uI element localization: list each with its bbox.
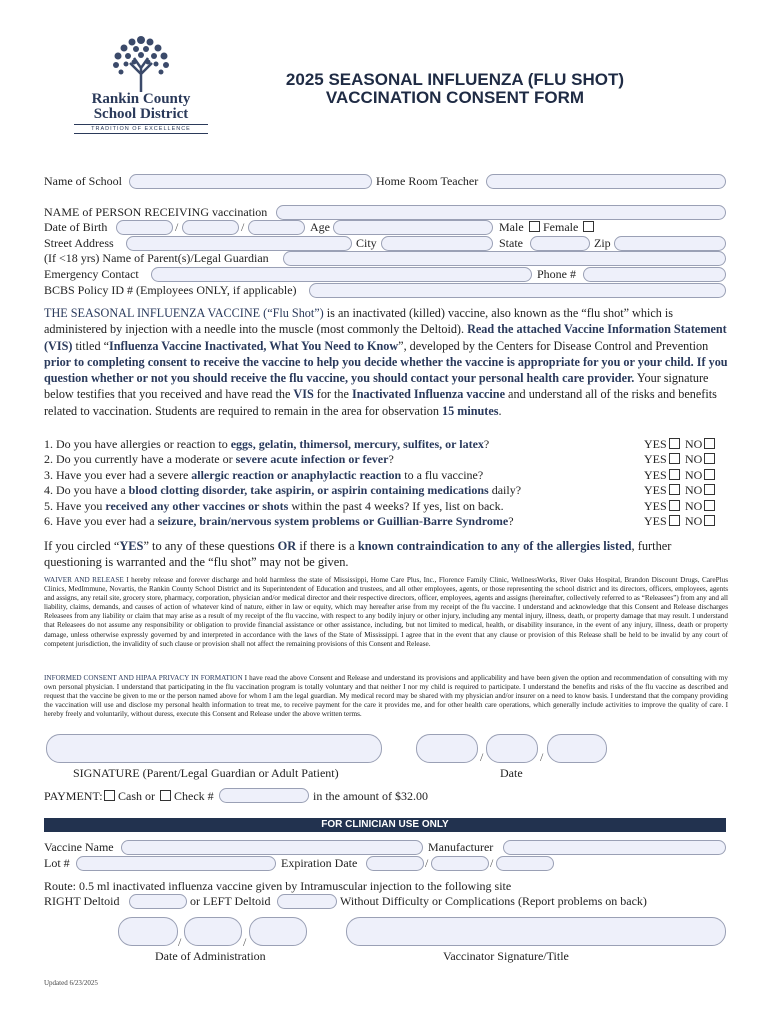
slash-sep: / bbox=[241, 220, 245, 234]
school-name-field[interactable] bbox=[129, 174, 372, 189]
no-checkbox[interactable] bbox=[704, 469, 715, 480]
yes-label: YES bbox=[644, 437, 667, 451]
no-option[interactable] bbox=[685, 468, 715, 483]
manufacturer-field[interactable] bbox=[503, 840, 726, 855]
question-end: ? bbox=[483, 437, 490, 451]
no-checkbox[interactable] bbox=[704, 438, 715, 449]
payment-check-option[interactable] bbox=[160, 789, 214, 804]
slash-sep: / bbox=[425, 856, 429, 870]
logo-name-line1: Rankin County bbox=[91, 91, 191, 107]
question-row bbox=[44, 437, 729, 452]
screening-questions bbox=[44, 437, 729, 529]
vaccine-name-field[interactable] bbox=[121, 840, 423, 855]
female-label: Female bbox=[543, 220, 579, 234]
expiration-year-field[interactable] bbox=[496, 856, 554, 871]
intro-15-minutes: 15 minutes bbox=[441, 403, 499, 418]
city-label: City bbox=[356, 236, 377, 250]
slash-sep: / bbox=[178, 935, 182, 949]
intro-paragraph bbox=[44, 305, 729, 419]
parent-name-field[interactable] bbox=[283, 251, 726, 266]
clinician-section-bar: FOR CLINICIAN USE ONLY bbox=[44, 818, 726, 832]
slash-sep: / bbox=[540, 750, 544, 764]
form-title bbox=[240, 71, 670, 107]
school-name-label: Name of School bbox=[44, 174, 122, 188]
lot-field[interactable] bbox=[76, 856, 276, 871]
question-row bbox=[44, 499, 729, 514]
intro-read-vis: Read the attached Vaccine Information Statement (VIS) bbox=[44, 322, 727, 353]
note-text: if there is a bbox=[296, 539, 358, 553]
check-checkbox[interactable] bbox=[160, 790, 171, 801]
sign-date-month-field[interactable] bbox=[416, 734, 478, 763]
waiver-text: I hereby release and forever discharge and hold harmless the state of Mississippi, Home Care Plus, Inc., Florence Family Clinic, WellnessWorks, River Oaks Hospital, Brandon Discount Drugs, CarePlus Clinics, MedImmune, Novartis, the Rankin County School District and its Superintendent of Education and trustees, and all other employees, agents, or those representing the school district and its directors, officers, employees, agents and assigns, any retail site, grocery store, pharmacy, corporation, physician and/or medical director and their respective directors, officer, employees, agents and assigns (hereinafter, collectively referred to as “Releasees”) from any and all liability, claims, demands, and causes of action of whatever kind of nature, either in law or equity, which may hereafter arise from my receipt of the flu vaccine. I understand and acknowledge that this Consent and Release discharges Releasees from any liability or claim that may arise as a result of my receipt of the flu vaccine, with respect to any bodily injury or other injury, including any mental injury, illness, death, or property damage that may result. I understand that Releasees do not assume any responsibility or obligation to provide financial assistance or other assistance, including, but not limited to medical, health, or disability insurance, in the event of any injury, illness, death or property damage, unless otherwise expressly governed by and interpreted in accordance with the laws of the State of Mississippi. I agree that in the event that any clause or provision of this Release shall be held to be invalid by any court of competent jurisdiction, the invalidity of such clause or provision shall not affect the remaining provisions of this Consent and Release. bbox=[44, 576, 728, 648]
question-text: 6. Have you ever had a bbox=[44, 513, 158, 528]
logo-name-line2: School District bbox=[93, 106, 189, 122]
intro-text-3: ”, developed by the Centers for Disease Control and Prevention bbox=[398, 338, 709, 353]
question-bold: allergic reaction or anaphylactic reaction bbox=[191, 467, 402, 482]
manufacturer-label: Manufacturer bbox=[428, 840, 494, 854]
intro-text-2: titled “ bbox=[72, 338, 110, 353]
yes-checkbox[interactable] bbox=[669, 438, 680, 449]
logo-tagline: TRADITION OF EXCELLENCE bbox=[74, 124, 208, 134]
bcbs-policy-label: BCBS Policy ID # (Employees ONLY, if applicable) bbox=[44, 283, 297, 297]
form-title-line1: 2025 SEASONAL INFLUENZA (FLU SHOT) bbox=[285, 70, 625, 89]
question-text: 2. Do you currently have a moderate or bbox=[44, 452, 236, 467]
question-row bbox=[44, 514, 729, 529]
note-or: OR bbox=[277, 539, 297, 553]
question-row bbox=[44, 468, 729, 483]
state-field[interactable] bbox=[530, 236, 590, 251]
yes-checkbox[interactable] bbox=[669, 469, 680, 480]
zip-field[interactable] bbox=[614, 236, 726, 251]
note-yes: YES bbox=[119, 539, 144, 553]
intro-text-1: is an inactivated (killed) vaccine, also known as the “flu shot” which is administered by injection with a needle into the muscle (most commonly the Deltoid). bbox=[44, 306, 674, 337]
note-text: If you circled “ bbox=[44, 539, 120, 553]
no-label: NO bbox=[685, 483, 703, 498]
dob-label: Date of Birth bbox=[44, 220, 108, 234]
admin-date-month-field[interactable] bbox=[118, 917, 178, 946]
yes-checkbox[interactable] bbox=[669, 484, 680, 495]
state-label: State bbox=[499, 236, 523, 250]
check-number-field[interactable] bbox=[219, 788, 309, 803]
vaccine-name-label: Vaccine Name bbox=[44, 840, 114, 854]
emergency-contact-label: Emergency Contact bbox=[44, 267, 139, 281]
right-deltoid-field[interactable] bbox=[129, 894, 187, 909]
parent-name-label: (If <18 yrs) Name of Parent(s)/Legal Guardian bbox=[44, 251, 269, 265]
route-text: Route: 0.5 ml inactivated influenza vaccine given by Intramuscular injection to the following site bbox=[44, 879, 512, 893]
no-checkbox[interactable] bbox=[704, 500, 715, 511]
question-end: daily? bbox=[488, 483, 522, 498]
yes-label: YES bbox=[644, 467, 667, 482]
yes-option[interactable] bbox=[644, 468, 680, 483]
admin-date-day-field[interactable] bbox=[184, 917, 242, 946]
date-admin-label: Date of Administration bbox=[155, 949, 266, 963]
yes-label: YES bbox=[644, 483, 667, 498]
female-option[interactable] bbox=[543, 220, 594, 235]
intro-text-4: Your signature below testifies that you received and have read the bbox=[44, 371, 709, 402]
home-room-teacher-field[interactable] bbox=[486, 174, 726, 189]
note-text: ” to any of these questions bbox=[143, 539, 278, 553]
intro-prior-consent: prior to completing consent to receive the vaccine to help you decide whether the vaccine is appropriate for you or your child. If you question whether or not you should receive the flu vaccine, you should contact your personal health care provider. bbox=[44, 354, 728, 386]
phone-label: Phone # bbox=[537, 267, 576, 281]
right-deltoid-label: RIGHT Deltoid bbox=[44, 894, 120, 908]
updated-date: Updated 6/23/2025 bbox=[44, 979, 98, 987]
question-text: 5. Have you bbox=[44, 498, 106, 513]
yes-option[interactable] bbox=[644, 483, 680, 498]
slash-sep: / bbox=[490, 856, 494, 870]
female-checkbox[interactable] bbox=[583, 221, 594, 232]
vaccinator-signature-label: Vaccinator Signature/Title bbox=[443, 949, 569, 963]
no-checkbox[interactable] bbox=[704, 484, 715, 495]
informed-heading: INFORMED CONSENT AND HIPAA PRIVACY IN FORMATION bbox=[44, 674, 243, 682]
no-label: NO bbox=[685, 513, 703, 528]
no-option[interactable] bbox=[685, 514, 715, 529]
note-text: , further questioning is warranted and the “flu shot” may not be given. bbox=[44, 539, 672, 570]
expiration-month-field[interactable] bbox=[366, 856, 424, 871]
question-row bbox=[44, 483, 729, 498]
street-address-label: Street Address bbox=[44, 236, 114, 250]
sign-date-year-field[interactable] bbox=[547, 734, 607, 763]
payment-cash-option[interactable] bbox=[104, 789, 155, 804]
yes-label: YES bbox=[644, 452, 667, 467]
district-logo bbox=[66, 30, 216, 140]
question-bold: eggs, gelatin, thimersol, mercury, sulfites, or latex bbox=[230, 437, 484, 451]
expiration-day-field[interactable] bbox=[431, 856, 489, 871]
no-option[interactable] bbox=[685, 499, 715, 514]
informed-text: I have read the above Consent and Release and understand its provisions and applicability and have been given the option and recommendation of consulting with my own personal physician. I understand that participating in the flu vaccination program is totally voluntary and that neither I nor my child is required to participate. I understand the benefits and risks of the flu vaccine as described and request that the vaccine be given to me or the person named above for whom I am the legal guardian. My medical record may be shared with my physician and/or insurer on a need to know basis. I understand that the company providing the vaccination will use and disclose my personal health information to treat me, to receive payment for the care it provides me, and for other health care operations, which generally include activities to improve the quality of care. I hereby freely and voluntarily, without duress, execute this Consent and Release under the above written terms. bbox=[44, 674, 728, 719]
person-receiving-label: NAME of PERSON RECEIVING vaccination bbox=[44, 205, 268, 219]
admin-date-year-field[interactable] bbox=[249, 917, 307, 946]
male-checkbox[interactable] bbox=[529, 221, 540, 232]
question-bold: blood clotting disorder, take aspirin, or aspirin containing medications bbox=[128, 483, 489, 498]
question-bold: received any other vaccines or shots bbox=[105, 498, 289, 513]
left-deltoid-label: or LEFT Deltoid bbox=[190, 894, 271, 908]
no-label: NO bbox=[685, 467, 703, 482]
yes-checkbox[interactable] bbox=[669, 500, 680, 511]
question-text: 3. Have you ever had a severe bbox=[44, 467, 192, 482]
question-bold: seizure, brain/nervous system problems or Guillian-Barre Syndrome bbox=[157, 513, 509, 528]
payment-amount: in the amount of $32.00 bbox=[313, 789, 428, 803]
city-field[interactable] bbox=[381, 236, 493, 251]
payment-label: PAYMENT: bbox=[44, 789, 103, 803]
intro-vis: VIS bbox=[293, 387, 314, 402]
question-bold: severe acute infection or fever bbox=[235, 452, 389, 467]
cash-label: Cash or bbox=[118, 789, 155, 803]
left-deltoid-field[interactable] bbox=[277, 894, 337, 909]
person-receiving-field[interactable] bbox=[276, 205, 726, 220]
age-label: Age bbox=[310, 220, 330, 234]
intro-text-6: and understand all of the risks and benefits related to vaccination. Students are required to remain in the area for observation bbox=[44, 387, 717, 418]
signature-label: SIGNATURE (Parent/Legal Guardian or Adult Patient) bbox=[73, 766, 339, 780]
date-label: Date bbox=[500, 766, 523, 780]
no-label: NO bbox=[685, 452, 703, 467]
question-end: ? bbox=[508, 513, 514, 528]
street-address-field[interactable] bbox=[126, 236, 352, 251]
yes-option[interactable] bbox=[644, 499, 680, 514]
yes-option[interactable] bbox=[644, 452, 680, 467]
expiration-label: Expiration Date bbox=[281, 856, 358, 870]
slash-sep: / bbox=[175, 220, 179, 234]
yes-label: YES bbox=[644, 498, 667, 513]
bcbs-policy-field[interactable] bbox=[309, 283, 726, 298]
informed-consent bbox=[44, 674, 728, 719]
question-end: ? bbox=[388, 452, 394, 467]
waiver-heading: WAIVER AND RELEASE bbox=[44, 576, 124, 584]
yes-checkbox[interactable] bbox=[669, 453, 680, 464]
cash-checkbox[interactable] bbox=[104, 790, 115, 801]
age-field[interactable] bbox=[333, 220, 493, 235]
form-title-line2: VACCINATION CONSENT FORM bbox=[325, 88, 585, 107]
vaccinator-signature-field[interactable] bbox=[346, 917, 726, 946]
question-text: 4. Do you have a bbox=[44, 483, 129, 498]
waiver-release bbox=[44, 576, 728, 649]
no-option[interactable] bbox=[685, 437, 715, 452]
emergency-contact-field[interactable] bbox=[151, 267, 532, 282]
dob-year-field[interactable] bbox=[248, 220, 305, 235]
no-label: NO bbox=[685, 498, 703, 513]
signature-field[interactable] bbox=[46, 734, 382, 763]
question-row bbox=[44, 452, 729, 467]
intro-text-5: for the bbox=[313, 387, 352, 402]
male-option[interactable] bbox=[499, 220, 540, 235]
sign-date-day-field[interactable] bbox=[486, 734, 538, 763]
slash-sep: / bbox=[243, 935, 247, 949]
lot-label: Lot # bbox=[44, 856, 70, 870]
no-option[interactable] bbox=[685, 452, 715, 467]
no-checkbox[interactable] bbox=[704, 453, 715, 464]
yes-option[interactable] bbox=[644, 437, 680, 452]
no-option[interactable] bbox=[685, 483, 715, 498]
home-room-teacher-label: Home Room Teacher bbox=[376, 174, 479, 188]
intro-inactivated: Inactivated Influenza vaccine bbox=[351, 387, 505, 402]
yes-label: YES bbox=[644, 513, 667, 528]
yes-option[interactable] bbox=[644, 514, 680, 529]
yes-checkbox[interactable] bbox=[669, 515, 680, 526]
tree-icon bbox=[66, 30, 216, 92]
intro-end: . bbox=[498, 403, 502, 418]
dob-month-field[interactable] bbox=[116, 220, 173, 235]
zip-label: Zip bbox=[594, 236, 611, 250]
male-label: Male bbox=[499, 220, 524, 234]
no-label: NO bbox=[685, 437, 703, 451]
question-end: to a flu vaccine? bbox=[401, 467, 484, 482]
phone-field[interactable] bbox=[583, 267, 726, 282]
intro-lead: THE SEASONAL INFLUENZA VACCINE (“Flu Shot”) bbox=[44, 306, 324, 320]
contraindication-note bbox=[44, 538, 729, 571]
check-label: Check # bbox=[174, 789, 214, 803]
dob-day-field[interactable] bbox=[182, 220, 239, 235]
intro-vis-title: Influenza Vaccine Inactivated, What You Need to Know bbox=[109, 338, 399, 353]
without-difficulty-label: Without Difficulty or Complications (Report problems on back) bbox=[340, 894, 647, 908]
question-text: 1. Do you have allergies or reaction to bbox=[44, 437, 231, 451]
note-contraindication: known contraindication to any of the allergies listed bbox=[357, 539, 632, 553]
slash-sep: / bbox=[480, 750, 484, 764]
no-checkbox[interactable] bbox=[704, 515, 715, 526]
question-end: within the past 4 weeks? If yes, list on back. bbox=[288, 498, 504, 513]
